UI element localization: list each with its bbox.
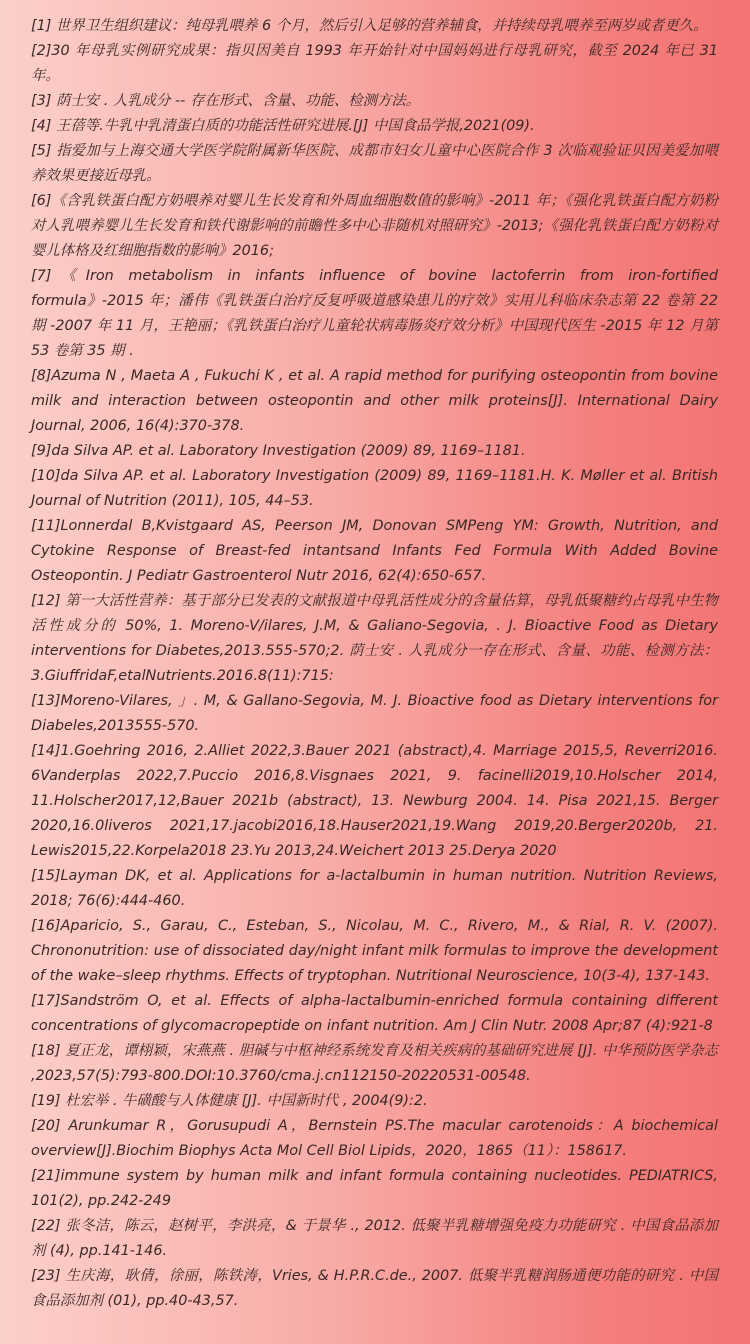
reference-8: [8]Azuma N , Maeta A , Fukuchi K , et al. A rapid method for purifying osteopontin from bovine milk and interaction between osteopontin and other milk proteins[J]. International Dairy Journal, 2006, 16(4):370-378. bbox=[31, 368, 718, 434]
reference-7: [7]《Iron metabolism in infants influence of bovine lactoferrin from iron-fortified formula》-2015 年；潘伟《乳铁蛋白治疗反复呼吸道感染患儿的疗效》实用儿科临床杂志第 22 卷第 22 期 -2007 年 11 月，王艳丽；《乳铁蛋白治疗儿童轮状病毒肠炎疗效分析》中国现代医生 -2015 年 12 月第 53 卷第 35 期 . bbox=[31, 268, 718, 359]
reference-20: [20] Arunkumar R，Gorusupudi A，Bernstein PS.The macular carotenoids：A biochemical overview[J].Biochim Biophys Acta Mol Cell Biol Lipids，2020，1865（11）：158617. bbox=[31, 1118, 718, 1159]
reference-2: [2]30 年母乳实例研究成果：指贝因美自 1993 年开始针对中国妈妈进行母乳研究，截至 2024 年已 31 年。 bbox=[31, 43, 718, 84]
reference-3: [3] 荫士安 . 人乳成分 -- 存在形式、含量、功能、检测方法。 bbox=[31, 93, 421, 109]
reference-18: [18] 夏正龙，谭栩颖，宋燕燕 . 胆碱与中枢神经系统发育及相关疾病的基础研究进展 [J]. 中华预防医学杂志 ,2023,57(5):793-800.DOI:10.3760/cma.j.cn112150-20220531-00548. bbox=[31, 1043, 718, 1084]
reference-21: [21]immune system by human milk and infant formula containing nucleotides. PEDIATRICS, 101(2), pp.242-249 bbox=[31, 1168, 718, 1209]
reference-16: [16]Aparicio, S., Garau, C., Esteban, S., Nicolau, M. C., Rivero, M., & Rial, R. V. (2007). Chrononutrition: use of dissociated day/night infant milk formulas to improve the development of the wake–sleep rhythms. Effects of tryptophan. Nutritional Neuroscience, 10(3-4), 137-143. bbox=[31, 918, 718, 984]
reference-13: [13]Moreno-Vilares, 」. M, & Gallano-Segovia, M. J. Bioactive food as Dietary interventions for Diabeles,2013555-570. bbox=[31, 693, 718, 734]
reference-17: [17]Sandström O, et al. Effects of alpha-lactalbumin-enriched formula containing different concentrations of glycomacropeptide on infant nutrition. Am J Clin Nutr. 2008 Apr;87 (4):921-8 bbox=[31, 993, 718, 1034]
reference-6: [6]《含乳铁蛋白配方奶喂养对婴儿生长发育和外周血细胞数值的影响》-2011 年；《强化乳铁蛋白配方奶粉对人乳喂养婴儿生长发育和铁代谢影响的前瞻性多中心非随机对照研究》-2013;《强化乳铁蛋白配方奶粉对婴儿体格及红细胞指数的影响》2016; bbox=[31, 193, 718, 259]
reference-22: [22] 张冬洁，陈云，赵树平，李洪亮，& 于景华 ., 2012. 低聚半乳糖增强免疫力功能研究 . 中国食品添加剂 (4), pp.141-146. bbox=[31, 1218, 718, 1259]
reference-19: [19] 杜宏举 . 牛磺酸与人体健康 [J]. 中国新时代 , 2004(9):2. bbox=[31, 1093, 428, 1109]
reference-23: [23] 生庆海，耿倩，徐丽，陈铁涛，Vries, & H.P.R.C.de., 2007. 低聚半乳糖润肠通便功能的研究 . 中国食品添加剂 (01), pp.40-43,57. bbox=[31, 1268, 718, 1309]
reference-12: [12] 第一大活性营养：基于部分已发表的文献报道中母乳活性成分的含量估算，母乳低聚糖约占母乳中生物活性成分的 50%, 1. Moreno-V/ilares, J.M, & Galiano-Segovia, . J. Bioactive Food as Dietary interventions for Diabetes,2013.555-570;2. 荫士安 . 人乳成分一存在形式、含量、功能、检测方法：3.GiuffridaF,etalNutrients.2016.8(11):715: bbox=[31, 593, 718, 684]
reference-1: [1] 世界卫生组织建议：纯母乳喂养 6 个月，然后引入足够的营养辅食，并持续母乳喂养至两岁或者更久。 bbox=[31, 18, 708, 34]
reference-5: [5] 指爱加与上海交通大学医学院附属新华医院、成都市妇女儿童中心医院合作 3 次临观验证贝因美爱加喂养效果更接近母乳。 bbox=[31, 143, 718, 184]
reference-14: [14]1.Goehring 2016, 2.Alliet 2022,3.Bauer 2021 (abstract),4. Marriage 2015,5, Reverri2016. 6Vanderplas 2022,7.Puccio 2016,8.Visgnaes 2021, 9. facinelli2019,10.Holscher 2014, 11.Holscher2017,12,Bauer 2021b (abstract), 13. Newburg 2004. 14. Pisa 2021,15. Berger 2020,16.0liveros 2021,17.jacobi2016,18.Hauser2021,19.Wang 2019,20.Berger2020b, 21. Lewis2015,22.Korpela2018 23.Yu 2013,24.Weichert 2013 25.Derya 2020 bbox=[31, 743, 718, 859]
reference-4: [4] 王蓓等.牛乳中乳清蛋白质的功能活性研究进展.[J] 中国食品学报,2021(09). bbox=[31, 118, 535, 134]
reference-15: [15]Layman DK, et al. Applications for a-lactalbumin in human nutrition. Nutrition Reviews, 2018; 76(6):444-460. bbox=[31, 868, 718, 909]
reference-9: [9]da Silva AP. et al. Laboratory Investigation (2009) 89, 1169–1181. bbox=[31, 443, 526, 459]
reference-10: [10]da Silva AP. et al. Laboratory Investigation (2009) 89, 1169–1181.H. K. Møller et al. British Journal of Nutrition (2011), 105, 44–53. bbox=[31, 468, 718, 509]
reference-11: [11]Lonnerdal B,Kvistgaard AS, Peerson JM, Donovan SMPeng YM: Growth, Nutrition, and Cytokine Response of Breast-fed intantsand Infants Fed Formula With Added Bovine Osteopontin. J Pediatr Gastroenterol Nutr 2016, 62(4):650-657. bbox=[31, 518, 718, 584]
